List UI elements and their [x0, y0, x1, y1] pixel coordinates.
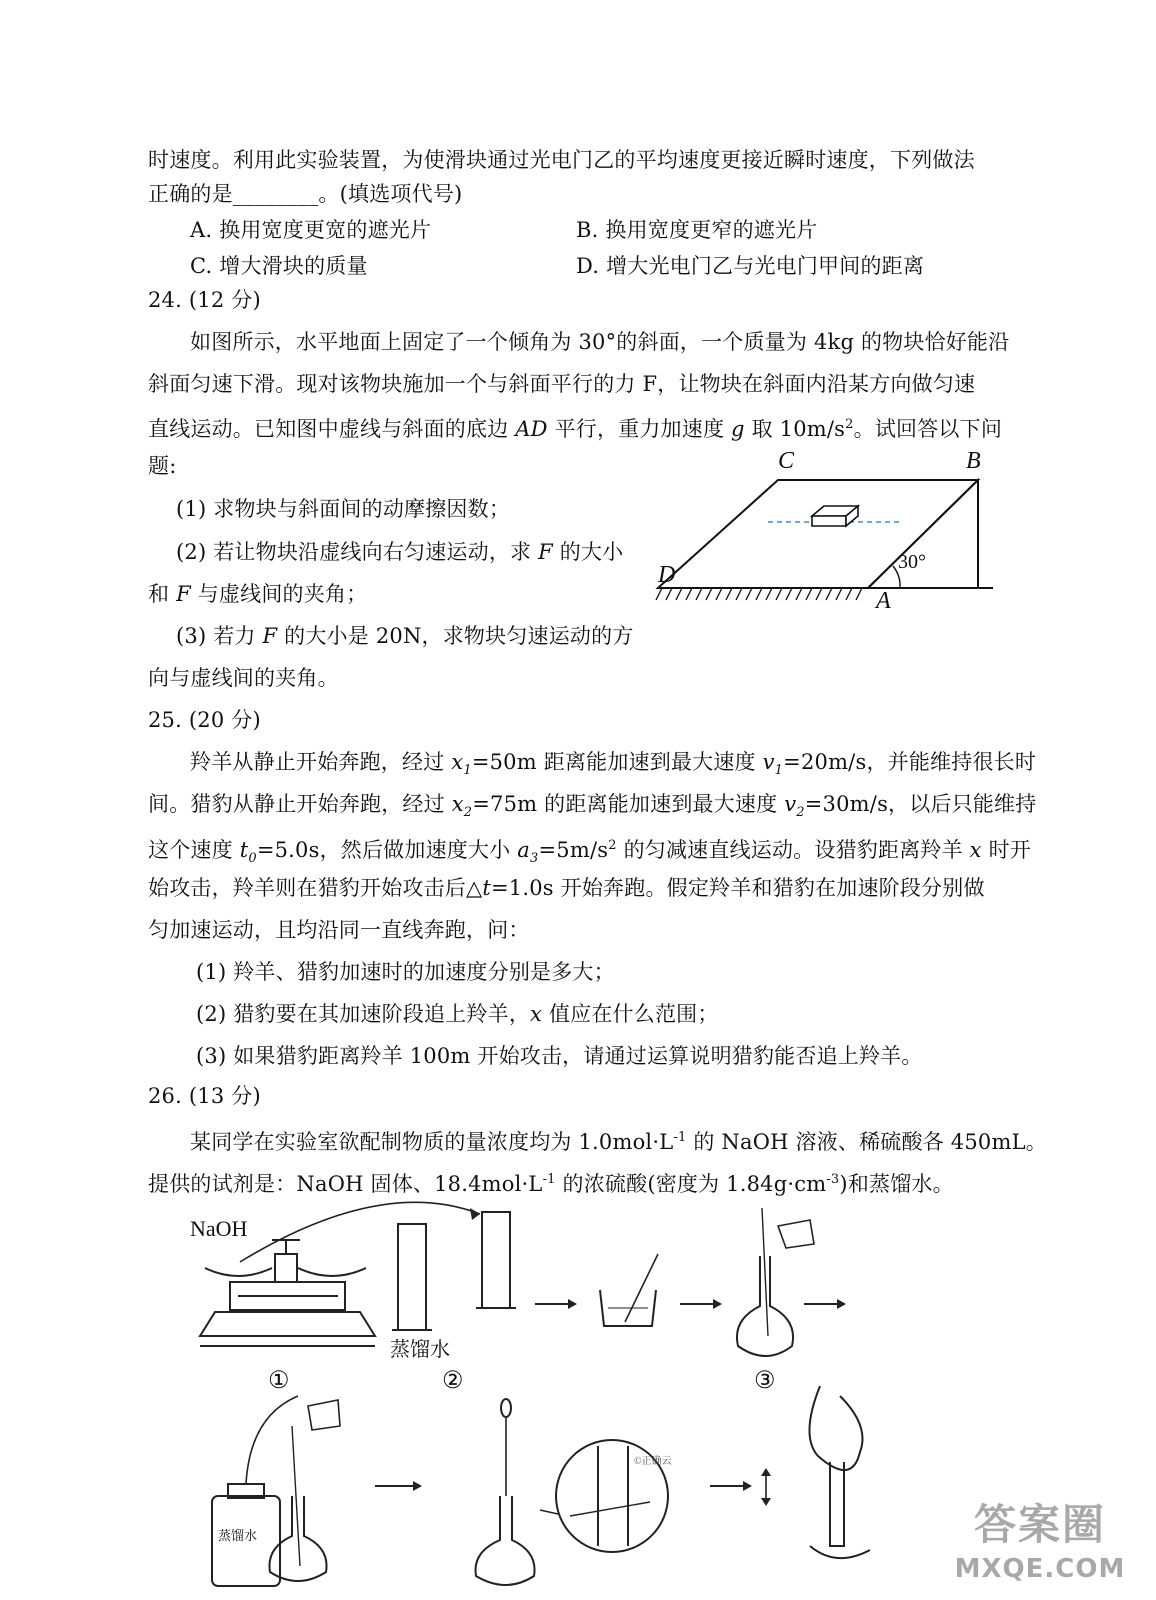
q25-sub2: (2) 猎豹要在其加速阶段追上羚羊，x 值应在什么范围；: [196, 1002, 719, 1026]
q25-sub3: (3) 如果猎豹距离羚羊 100m 开始攻击，请通过运算说明猎豹能否追上羚羊。: [196, 1044, 923, 1068]
beaker-icon: [600, 1254, 658, 1326]
answer-blank[interactable]: ________: [232, 182, 319, 206]
block: [812, 506, 858, 526]
q24-para-line1: 如图所示，水平地面上固定了一个倾角为 30°的斜面，一个质量为 4kg 的物块恰好能沿: [190, 330, 1010, 354]
q25-para-line3: 这个速度 $t_0=5.0s$，然后做加速度大小 $a_3=5m/s^2$ 的匀减速直线运动。设猎豹距离羚羊 x 时开: [148, 838, 1031, 867]
angle-label: 30°: [898, 551, 926, 573]
wash-bottle-icon: [212, 1396, 298, 1586]
q25-header: 25. (20 分): [148, 708, 261, 732]
q26-para-line1: 某同学在实验室欲配制物质的量浓度均为 $1.0mol\cdot L^{-1}$ 的 NaOH 溶液、稀硫酸各 450mL。: [190, 1130, 1047, 1154]
invert-flask-icon: [809, 1386, 870, 1558]
q25-para-line1: 羚羊从静止开始奔跑，经过 $x_1=50m$ 距离能加速到最大速度 $v_1=20m/s$，并能维持很长时: [190, 750, 1037, 779]
q23-text-line2: 正确的是________。(填选项代号): [148, 182, 463, 206]
corner-mark: ©正确云: [634, 1456, 672, 1467]
q24-header: 24. (12 分): [148, 288, 261, 312]
q24-sub1: (1) 求物块与斜面间的动摩擦因数；: [176, 497, 511, 521]
flask-dropper-icon: [476, 1399, 535, 1585]
q23-option-a: A. 换用宽度更宽的遮光片: [190, 218, 432, 242]
label-b: B: [966, 448, 981, 474]
watermark-logo: 答案圈 MXQE.COM: [954, 1500, 1126, 1584]
q24-para-line4: 题:: [148, 454, 177, 478]
q24-sub3: (3) 若力 F 的大小是 20N，求物块匀速运动的方: [176, 624, 634, 648]
q24-sub2: (2) 若让物块沿虚线向右匀速运动，求 F 的大小: [176, 540, 624, 564]
q26-header: 26. (13 分): [148, 1084, 261, 1108]
q25-para-line4: 始攻击，羚羊则在猎豹开始攻击后△t=1.0s 开始奔跑。假定羚羊和猎豹在加速阶段分别做: [148, 876, 985, 900]
q26-para-line2: 提供的试剂是：NaOH 固体、$18.4mol\cdot L^{-1}$ 的浓硫酸(密度为 $1.84g\cdot cm^{-3}$)和蒸馏水。: [148, 1172, 954, 1196]
q24-para-line2: 斜面匀速下滑。现对该物块施加一个与斜面平行的力 F，让物块在斜面内沿某方向做匀速: [148, 372, 976, 396]
step-1-label: ①: [268, 1368, 290, 1394]
cylinder-icon: [392, 1212, 516, 1330]
q25-para-line5: 匀加速运动，且均沿同一直线奔跑，问：: [148, 918, 530, 942]
bottle-label: 蒸馏水: [218, 1528, 258, 1543]
balance-icon: [200, 1240, 375, 1346]
q24-sub3-cont: 向与虚线间的夹角。: [148, 666, 339, 690]
distilled-water-label: 蒸馏水: [390, 1339, 450, 1361]
q24-sub2-cont: 和 F 与虚线间的夹角；: [148, 582, 368, 606]
volumetric-flask-icon: [737, 1208, 814, 1356]
q23-text-line1: 时速度。利用此实验装置，为使滑块通过光电门乙的平均速度更接近瞬时速度，下列做法: [148, 148, 975, 172]
q25-para-line2: 间。猎豹从静止开始奔跑，经过 $x_2=75m$ 的距离能加速到最大速度 $v_2=30m/s$，以后只能维持: [148, 792, 1037, 821]
q23-option-b: B. 换用宽度更窄的遮光片: [576, 218, 818, 242]
label-d: D: [658, 562, 676, 588]
q23-option-c: C. 增大滑块的质量: [190, 254, 368, 278]
q25-sub1: (1) 羚羊、猎豹加速时的加速度分别是多大；: [196, 960, 615, 984]
step-3-label: ③: [754, 1368, 776, 1394]
q24-para-line3: 直线运动。已知图中虚线与斜面的底边 AD 平行，重力加速度 g 取 $10m/s^2$。试回答以下问: [148, 417, 1003, 441]
q23-option-d: D. 增大光电门乙与光电门甲间的距离: [576, 254, 925, 278]
step-2-label: ②: [442, 1368, 464, 1394]
naoh-label: NaOH: [190, 1216, 248, 1241]
label-c: C: [778, 448, 795, 474]
incline-figure: [648, 440, 998, 610]
label-a: A: [876, 588, 891, 610]
